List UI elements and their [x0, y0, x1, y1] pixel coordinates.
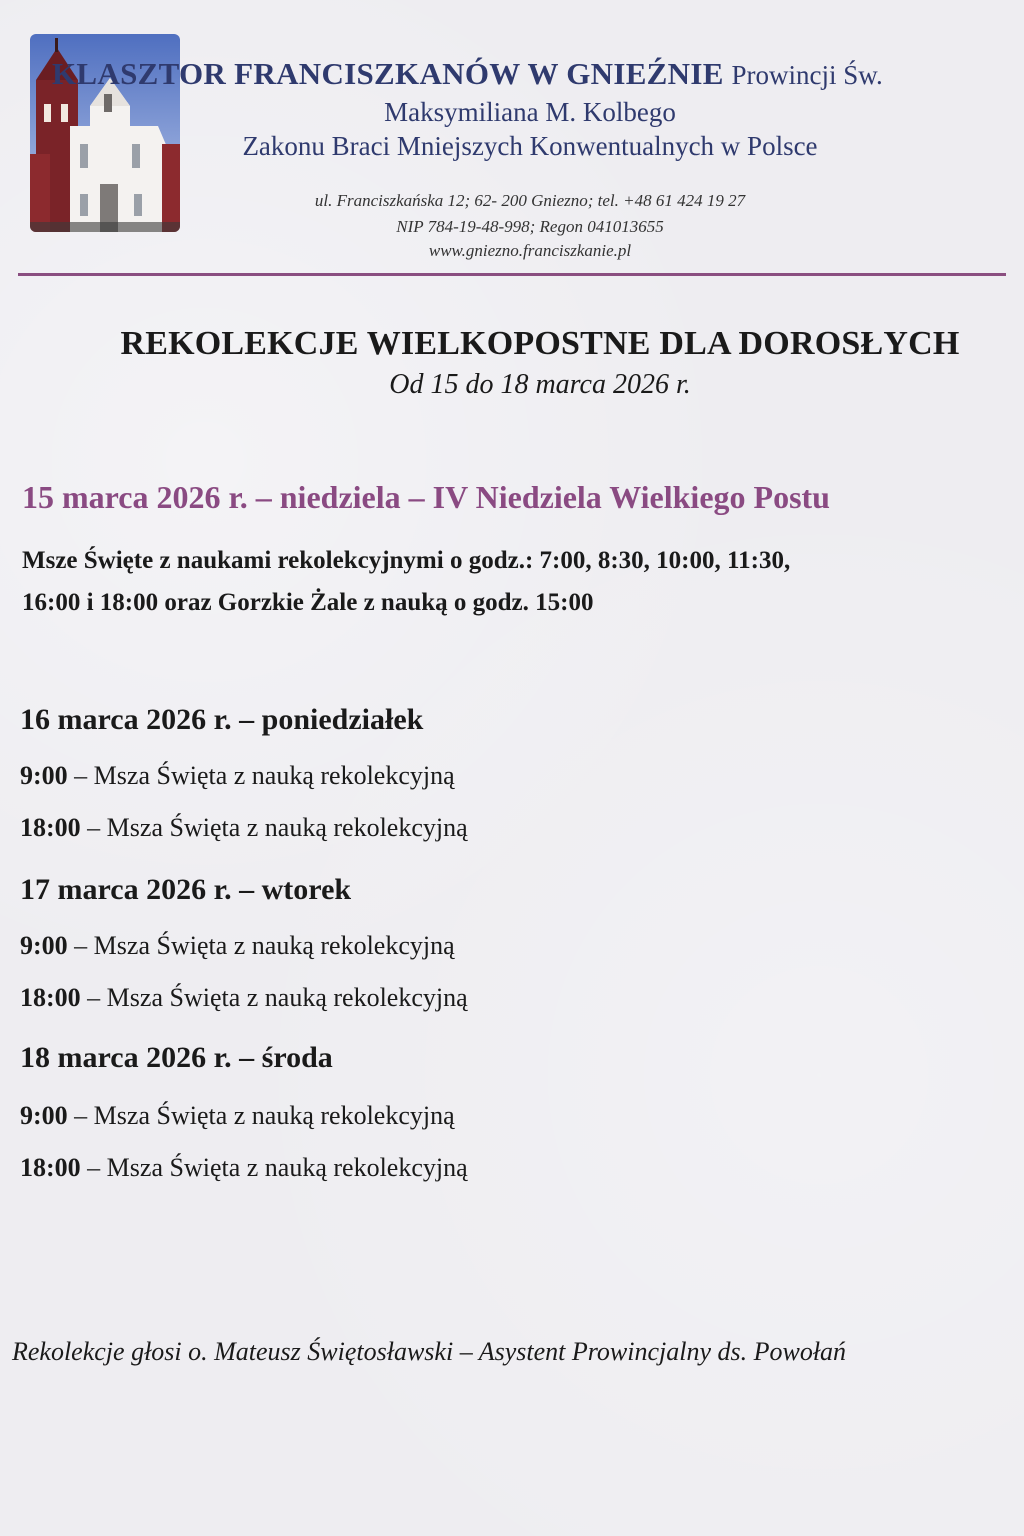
organization-name: KLASZTOR FRANCISZKANÓW W GNIEŹNIE	[52, 56, 724, 91]
schedule-entry	[20, 760, 455, 792]
entry-time: 9:00	[20, 1101, 68, 1130]
letterhead-line-1	[52, 56, 1012, 93]
day-heading-tuesday: 17 marca 2026 r. – wtorek	[20, 873, 352, 906]
website-link[interactable]: www.gniezno.franciszkanie.pl	[428, 241, 632, 260]
entry-time: 18:00	[20, 813, 81, 842]
entry-text: – Msza Święta z nauką rekolekcyjną	[67, 1101, 455, 1130]
entry-text: – Msza Święta z nauką rekolekcyjną	[80, 983, 468, 1012]
order-name: Zakonu Braci Mniejszych Konwentualnych w Polsce	[242, 131, 818, 161]
header-divider	[18, 273, 1006, 276]
day-heading-wednesday: 18 marca 2026 r. – środa	[20, 1041, 333, 1074]
schedule-entry	[20, 812, 468, 844]
schedule-entry	[20, 930, 455, 962]
entry-text: – Msza Święta z nauką rekolekcyjną	[67, 761, 455, 790]
day-heading-monday: 16 marca 2026 r. – poniedziałek	[20, 703, 424, 736]
entry-time: 18:00	[20, 983, 81, 1012]
page-subtitle: Od 15 do 18 marca 2026 r.	[389, 369, 691, 400]
postal-address: ul. Franciszkańska 12; 62- 200 Gniezno; tel. +48 61 424 19 27	[314, 191, 746, 210]
sunday-schedule	[22, 540, 1002, 624]
province-name-part-1: Prowincji Św.	[731, 60, 883, 90]
sunday-schedule-line: Msze Święte z naukami rekolekcyjnymi o godz.: 7:00, 8:30, 10:00, 11:30,	[22, 547, 791, 574]
entry-time: 18:00	[20, 1153, 81, 1182]
sunday-schedule-line: 16:00 i 18:00 oraz Gorzkie Żale z nauką o godz. 15:00	[22, 589, 594, 616]
entry-text: – Msza Święta z nauką rekolekcyjną	[80, 813, 468, 842]
entry-text: – Msza Święta z nauką rekolekcyjną	[80, 1153, 468, 1182]
preacher-note: Rekolekcje głosi o. Mateusz Świętosławski – Asystent Prowincjalny ds. Powołań	[12, 1337, 847, 1366]
entry-time: 9:00	[20, 931, 68, 960]
entry-time: 9:00	[20, 761, 68, 790]
province-name-part-2: Maksymiliana M. Kolbego	[384, 97, 676, 127]
schedule-entry	[20, 1152, 468, 1184]
entry-text: – Msza Święta z nauką rekolekcyjną	[67, 931, 455, 960]
schedule-entry	[20, 1100, 455, 1132]
page-title: REKOLEKCJE WIELKOPOSTNE DLA DOROSŁYCH	[120, 325, 960, 362]
tax-ids: NIP 784-19-48-998; Regon 041013655	[396, 217, 664, 236]
sunday-heading: 15 marca 2026 r. – niedziela – IV Niedziela Wielkiego Postu	[22, 479, 830, 515]
schedule-entry	[20, 982, 468, 1014]
